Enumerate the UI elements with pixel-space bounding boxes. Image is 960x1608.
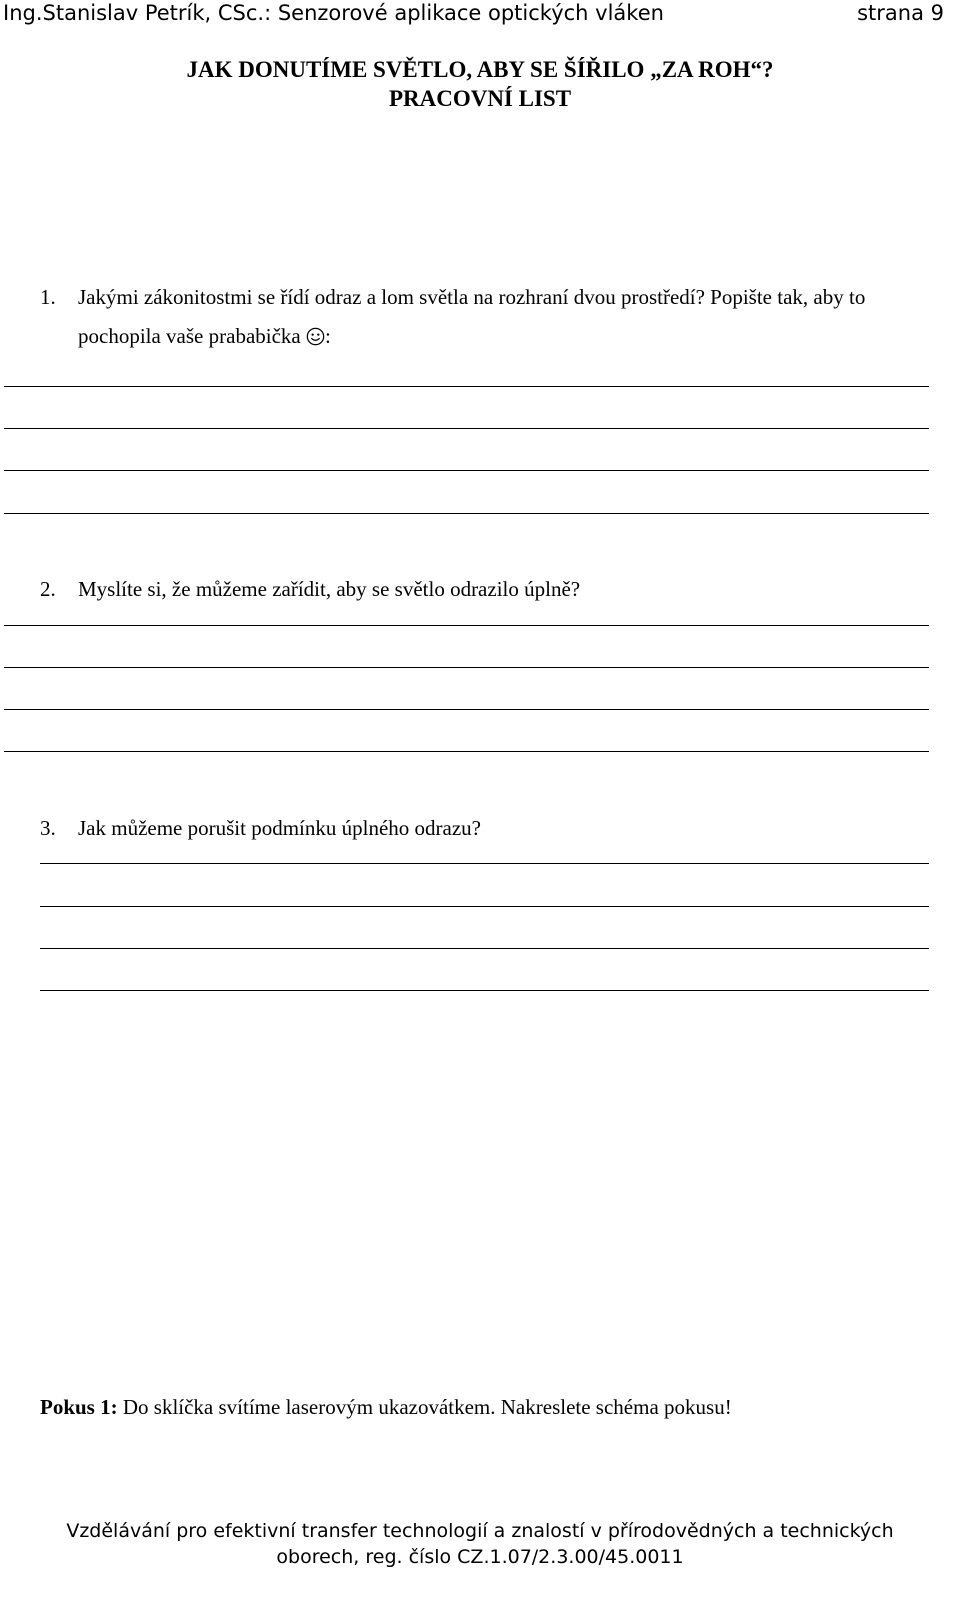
answer-line-q2-2[interactable] <box>4 667 929 668</box>
answer-line-q2-1[interactable] <box>4 625 929 626</box>
question-1-text-line2: pochopila vaše prababička <box>78 324 301 348</box>
footer-line-1: Vzdělávání pro efektivní transfer technologií a znalostí v přírodovědných a technických <box>66 1520 894 1542</box>
question-1-text: Jakými zákonitostmi se řídí odraz a lom světla na rozhraní dvou prostředí? Popište tak, aby to <box>78 285 866 309</box>
question-3 <box>40 815 481 841</box>
question-1-continuation <box>78 323 331 349</box>
question-3-text: Jak můžeme porušit podmínku úplného odrazu? <box>78 816 481 840</box>
experiment-text: Do sklíčka svítíme laserovým ukazovátkem. Nakreslete schéma pokusu! <box>117 1395 732 1419</box>
answer-line-q3-1[interactable] <box>40 863 929 864</box>
answer-line-q2-3[interactable] <box>4 709 929 710</box>
answer-line-q1-2[interactable] <box>4 428 929 429</box>
answer-line-q3-3[interactable] <box>40 948 929 949</box>
header-page-label: strana 9 <box>857 1 944 25</box>
answer-line-q2-4[interactable] <box>4 751 929 752</box>
header-author-course: Ing.Stanislav Petrík, CSc.: Senzorové aplikace optických vláken <box>3 1 664 25</box>
answer-line-q1-1[interactable] <box>4 386 929 387</box>
experiment-label: Pokus 1: <box>40 1395 118 1419</box>
answer-line-q3-2[interactable] <box>40 906 929 907</box>
question-1-colon: : <box>325 324 331 348</box>
page-title: JAK DONUTÍME SVĚTLO, ABY SE ŠÍŘILO „ZA ROH“? <box>186 57 774 82</box>
answer-line-q3-4[interactable] <box>40 990 929 991</box>
page-subtitle: PRACOVNÍ LIST <box>388 86 572 111</box>
question-2-text: Myslíte si, že můžeme zařídit, aby se světlo odrazilo úplně? <box>78 577 581 601</box>
question-3-number: 3. <box>40 816 56 840</box>
footer-line-2: oborech, reg. číslo CZ.1.07/2.3.00/45.0011 <box>276 1546 684 1568</box>
question-1 <box>40 284 865 310</box>
answer-line-q1-3[interactable] <box>4 470 929 471</box>
experiment-instruction <box>40 1394 732 1420</box>
question-2-number: 2. <box>40 577 56 601</box>
question-1-number: 1. <box>40 285 56 309</box>
answer-line-q1-4[interactable] <box>4 513 929 514</box>
question-2 <box>40 576 580 602</box>
smiley-icon <box>306 327 325 346</box>
